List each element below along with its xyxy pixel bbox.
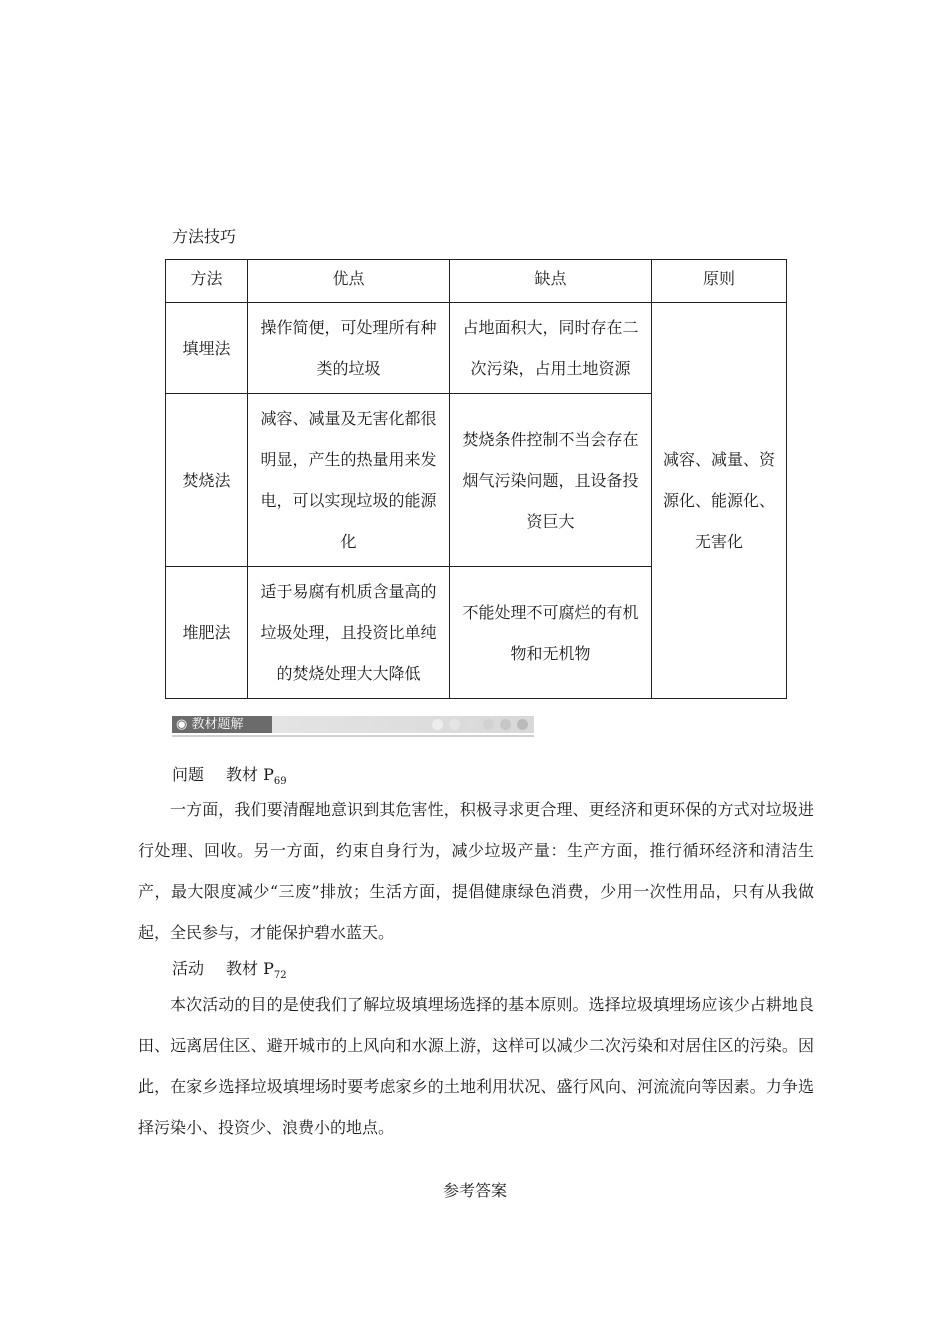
question-answer: 一方面，我们要清醒地意识到其危害性，积极寻求更合理、更经济和更环保的方式对垃圾进行处理、回收。另一方面，约束自身行为，减少垃圾产量：生产方面，推行循环经济和清洁生产，最大限度减少“三废”排放；生活方面，提倡健康绿色消费，少用一次性用品，只有从我做起，全民参与，才能保护碧水蓝天。 (138, 800, 814, 942)
header-pros: 优点 (248, 260, 450, 303)
answer-title: 参考答案 (442, 1181, 507, 1200)
header-principle: 原则 (652, 260, 787, 303)
table-row (166, 303, 787, 394)
textbook-ref: 教材 P (226, 959, 274, 978)
dot-icon (517, 719, 528, 730)
methods-table (165, 259, 787, 699)
banner-title: 教材题解 (191, 717, 244, 732)
textbook-ref: 教材 P (226, 765, 274, 784)
activity-label: 活动 (172, 959, 205, 978)
pros-cell: 操作简便，可处理所有种类的垃圾 (248, 303, 450, 394)
section-label: 方法技巧 (172, 227, 237, 246)
activity-answer: 本次活动的目的是使我们了解垃圾填埋场选择的基本原则。选择垃圾填埋场应该少占耕地良田、远离居住区、避开城市的上风向和水源上游，这样可以减少二次污染和对居住区的污染。因此，在家乡选择垃圾填埋场时要考虑家乡的土地利用状况、盛行风向、河流流向等因素。力争选择污染小、投资少、浪费小的地点。 (138, 995, 814, 1137)
dot-icon (449, 719, 460, 730)
dot-icon (466, 719, 477, 730)
dot-icon (432, 719, 443, 730)
method-cell: 填埋法 (166, 303, 248, 394)
section-banner (172, 716, 534, 740)
banner-underline (172, 735, 534, 737)
header-cons: 缺点 (450, 260, 652, 303)
method-cell: 堆肥法 (166, 567, 248, 699)
cons-cell: 焚烧条件控制不当会存在烟气污染问题，且设备投资巨大 (450, 394, 652, 567)
cons-cell: 不能处理不可腐烂的有机物和无机物 (450, 567, 652, 699)
activity-heading (172, 958, 287, 987)
header-method: 方法 (166, 260, 248, 303)
cons-cell: 占地面积大，同时存在二次污染，占用土地资源 (450, 303, 652, 394)
table-header-row (166, 260, 787, 303)
banner-strip (272, 716, 534, 733)
target-icon: ◉ (176, 717, 188, 732)
method-cell: 焚烧法 (166, 394, 248, 567)
pros-cell: 适于易腐有机质含量高的垃圾处理，且投资比单纯的焚烧处理大大降低 (248, 567, 450, 699)
dot-icon (500, 719, 511, 730)
question-label: 问题 (172, 765, 205, 784)
pros-cell: 减容、减量及无害化都很明显，产生的热量用来发电，可以实现垃圾的能源化 (248, 394, 450, 567)
banner-title-bar (172, 716, 272, 733)
dot-icon (483, 719, 494, 730)
principle-cell: 减容、减量、资源化、能源化、无害化 (652, 303, 787, 699)
textbook-page: 69 (273, 776, 287, 788)
decorative-dots (432, 719, 528, 730)
textbook-page: 72 (273, 970, 287, 982)
